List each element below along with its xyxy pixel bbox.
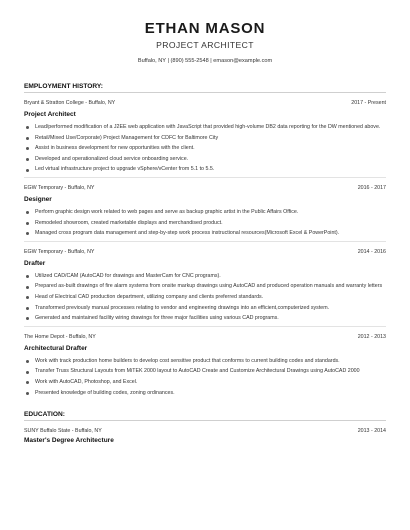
employment-heading: EMPLOYMENT HISTORY:: [24, 83, 104, 90]
job-header: [24, 334, 386, 340]
job-role: Project Architect: [24, 111, 76, 118]
job-bullet: Utilized CAD/CAM (AutoCAD for drawings and MasterCam for CNC programs).: [24, 273, 386, 280]
employment-section: [24, 83, 386, 397]
job-bullets: [24, 209, 386, 237]
job-bullets: [24, 358, 386, 397]
job-bullet: Led virtual infrastructure project to upgrade vSphere/vCenter from 5.1 to 5.5.: [24, 166, 386, 173]
section-divider: [24, 420, 386, 421]
job-entry: [24, 334, 386, 397]
job-bullet: Managed cross program data management and step-by-step work process instructional resources(Microsoft Excel & PowerPoint).: [24, 230, 386, 237]
job-bullet: Generated and maintained facility wiring drawings for three major facilities using various CAD programs.: [24, 315, 386, 322]
job-separator: [24, 241, 386, 242]
candidate-title: PROJECT ARCHITECT: [156, 40, 254, 50]
candidate-name: ETHAN MASON: [144, 20, 266, 37]
job-entry: [24, 249, 386, 323]
job-bullet: Developed and operationalized cloud service onboarding service.: [24, 156, 386, 163]
education-dates: 2013 - 2014: [357, 427, 386, 434]
section-divider: [24, 92, 386, 93]
education-section: [24, 411, 386, 444]
job-role: Designer: [24, 195, 52, 203]
job-bullets: [24, 124, 386, 174]
job-bullets: [24, 273, 386, 323]
job-bullet: Retail/Mixed Use/Corporate) Project Management for CDFC for Baltimore City: [24, 135, 386, 142]
job-employer: The Home Depot - Buffalo, NY: [24, 333, 96, 340]
education-header: [24, 428, 386, 434]
education-entry: [24, 428, 386, 444]
job-role: Drafter: [24, 259, 46, 267]
job-employer: Bryant & Stratton College - Buffalo, NY: [24, 100, 116, 106]
job-bullet: Work with track production home builders to develop cost sensitive product that conforms to current building codes and standards.: [24, 358, 386, 365]
job-employer: EGW Temporary - Buffalo, NY: [24, 248, 95, 255]
job-bullet: Transfer Truss Structural Layouts from MiTEK 2000 layout to AutoCAD Create and Customize Architectural Drawings using AutoCAD 2000: [24, 368, 386, 375]
job-bullet: Presented knowledge of building codes, zoning ordinances.: [24, 390, 386, 397]
education-heading: EDUCATION:: [24, 410, 65, 418]
school-name: SUNY Buffalo State - Buffalo, NY: [24, 427, 102, 434]
job-bullet: Transformed previously manual processes relating to vendor and engineering drawings into an efficient,computerized system.: [24, 305, 386, 312]
degree-name: Master's Degree Architecture: [24, 436, 114, 444]
job-dates: 2017 - Present: [351, 100, 386, 106]
contact-line: Buffalo, NY | (890) 555-2548 | emason@example.com: [137, 58, 273, 64]
job-bullet: Assist in business development for new opportunities with the client.: [24, 145, 386, 152]
job-bullet: Perform graphic design work related to web pages and serve as backup graphic artist in the Public Affairs Office.: [24, 209, 386, 216]
job-separator: [24, 177, 386, 178]
job-entry: [24, 100, 386, 174]
job-bullet: Prepared as-built drawings of fire alarm systems from onsite markup drawings using AutoCAD and produced operation manuals and warranty letters: [24, 283, 386, 290]
job-dates: 2012 - 2013: [357, 333, 386, 340]
job-header: [24, 100, 386, 106]
job-employer: EGW Temporary - Buffalo, NY: [24, 184, 95, 191]
job-entry: [24, 185, 386, 237]
job-bullet: Remodeled showroom, created marketable displays and merchandised product.: [24, 220, 386, 227]
job-dates: 2016 - 2017: [357, 184, 386, 191]
job-header: [24, 185, 386, 191]
job-bullet: Head of Electrical CAD production department, utilizing company and clients preferred standards.: [24, 294, 386, 301]
job-bullet: Lead/performed modification of a J2EE web application with JavaScript that provided high-volume DB2 data reporting for the DW mentioned above.: [24, 124, 386, 131]
job-role: Architectural Drafter: [24, 344, 88, 352]
job-separator: [24, 326, 386, 327]
job-bullet: Work with AutoCAD, Photoshop, and Excel.: [24, 379, 386, 386]
job-dates: 2014 - 2016: [357, 248, 386, 255]
job-header: [24, 249, 386, 255]
